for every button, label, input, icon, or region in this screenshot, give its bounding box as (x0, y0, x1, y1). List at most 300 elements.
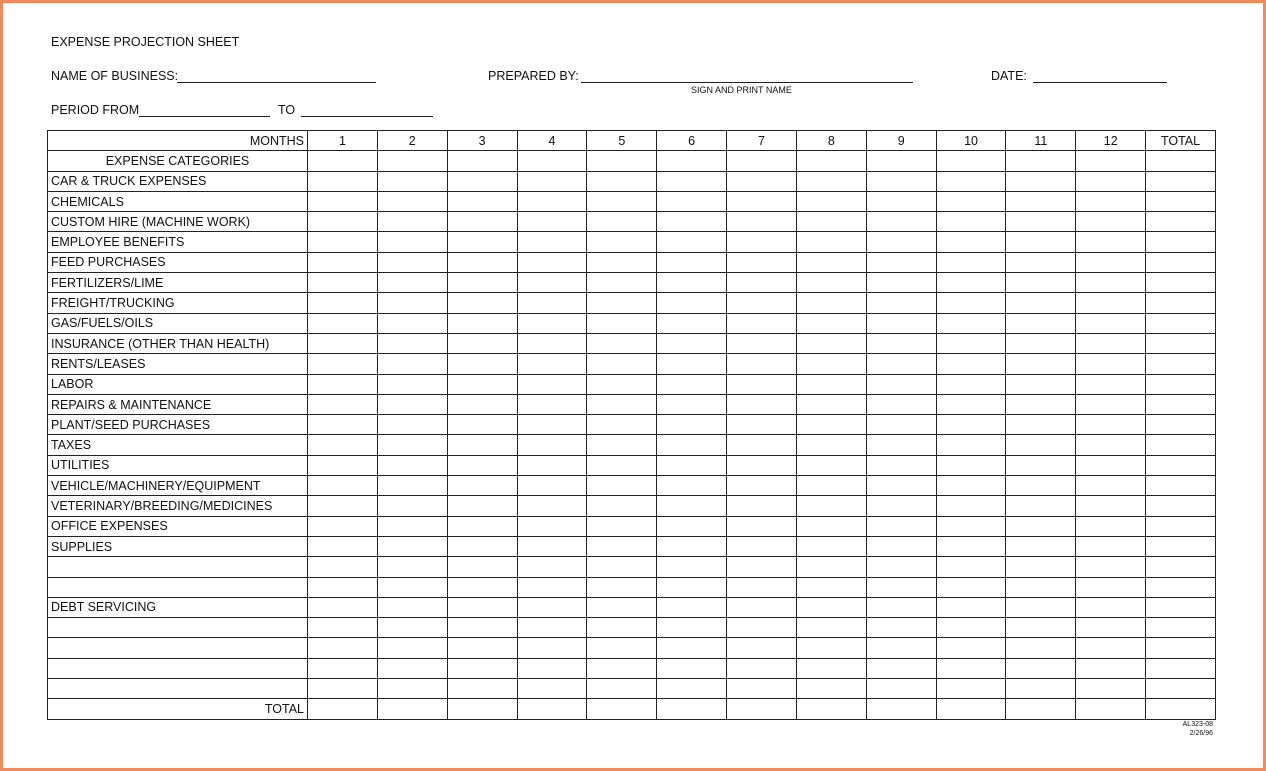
value-cell[interactable] (447, 496, 517, 516)
value-cell[interactable] (447, 333, 517, 353)
value-cell[interactable] (1076, 232, 1146, 252)
value-cell[interactable] (936, 679, 1006, 699)
value-cell[interactable] (657, 232, 727, 252)
value-cell[interactable] (1076, 516, 1146, 536)
value-cell[interactable] (308, 577, 378, 597)
value-cell[interactable] (447, 597, 517, 617)
value-cell[interactable] (727, 618, 797, 638)
value-cell[interactable] (1146, 476, 1216, 496)
value-cell[interactable] (1146, 618, 1216, 638)
value-cell[interactable] (866, 618, 936, 638)
value-cell[interactable] (447, 273, 517, 293)
value-cell[interactable] (1006, 496, 1076, 516)
value-cell[interactable] (727, 232, 797, 252)
value-cell[interactable] (866, 273, 936, 293)
value-cell[interactable] (587, 354, 657, 374)
value-cell[interactable] (1076, 557, 1146, 577)
value-cell[interactable] (447, 415, 517, 435)
category-label[interactable] (48, 638, 308, 658)
value-cell[interactable] (447, 252, 517, 272)
value-cell[interactable] (447, 313, 517, 333)
value-cell[interactable] (866, 252, 936, 272)
value-cell[interactable] (1006, 638, 1076, 658)
value-cell[interactable] (308, 658, 378, 678)
value-cell[interactable] (377, 273, 447, 293)
value-cell[interactable] (308, 151, 378, 171)
category-label[interactable] (48, 618, 308, 638)
value-cell[interactable] (866, 597, 936, 617)
value-cell[interactable] (866, 191, 936, 211)
value-cell[interactable] (377, 151, 447, 171)
value-cell[interactable] (796, 293, 866, 313)
value-cell[interactable] (1146, 658, 1216, 678)
value-cell[interactable] (447, 374, 517, 394)
category-label[interactable] (48, 577, 308, 597)
value-cell[interactable] (1076, 496, 1146, 516)
total-cell[interactable] (447, 699, 517, 719)
value-cell[interactable] (1146, 536, 1216, 556)
total-cell[interactable] (796, 699, 866, 719)
value-cell[interactable] (377, 557, 447, 577)
value-cell[interactable] (727, 476, 797, 496)
value-cell[interactable] (1146, 333, 1216, 353)
value-cell[interactable] (657, 679, 727, 699)
value-cell[interactable] (866, 354, 936, 374)
value-cell[interactable] (1076, 618, 1146, 638)
value-cell[interactable] (866, 151, 936, 171)
value-cell[interactable] (1006, 191, 1076, 211)
value-cell[interactable] (587, 536, 657, 556)
value-cell[interactable] (308, 476, 378, 496)
value-cell[interactable] (1006, 374, 1076, 394)
value-cell[interactable] (796, 394, 866, 414)
value-cell[interactable] (657, 293, 727, 313)
value-cell[interactable] (308, 679, 378, 699)
value-cell[interactable] (447, 516, 517, 536)
value-cell[interactable] (308, 313, 378, 333)
value-cell[interactable] (308, 435, 378, 455)
value-cell[interactable] (936, 435, 1006, 455)
value-cell[interactable] (1146, 151, 1216, 171)
value-cell[interactable] (1076, 374, 1146, 394)
value-cell[interactable] (936, 354, 1006, 374)
value-cell[interactable] (587, 151, 657, 171)
value-cell[interactable] (657, 557, 727, 577)
value-cell[interactable] (866, 557, 936, 577)
value-cell[interactable] (587, 516, 657, 536)
value-cell[interactable] (1006, 415, 1076, 435)
value-cell[interactable] (657, 577, 727, 597)
total-cell[interactable] (1076, 699, 1146, 719)
value-cell[interactable] (727, 333, 797, 353)
value-cell[interactable] (657, 273, 727, 293)
value-cell[interactable] (936, 374, 1006, 394)
total-cell[interactable] (377, 699, 447, 719)
value-cell[interactable] (517, 273, 587, 293)
value-cell[interactable] (936, 293, 1006, 313)
value-cell[interactable] (727, 273, 797, 293)
value-cell[interactable] (447, 536, 517, 556)
value-cell[interactable] (657, 476, 727, 496)
value-cell[interactable] (1006, 658, 1076, 678)
value-cell[interactable] (866, 313, 936, 333)
value-cell[interactable] (796, 333, 866, 353)
value-cell[interactable] (308, 374, 378, 394)
value-cell[interactable] (727, 313, 797, 333)
value-cell[interactable] (447, 557, 517, 577)
value-cell[interactable] (587, 476, 657, 496)
value-cell[interactable] (866, 679, 936, 699)
value-cell[interactable] (308, 455, 378, 475)
value-cell[interactable] (517, 536, 587, 556)
value-cell[interactable] (796, 597, 866, 617)
value-cell[interactable] (727, 293, 797, 313)
value-cell[interactable] (587, 435, 657, 455)
value-cell[interactable] (1006, 171, 1076, 191)
value-cell[interactable] (447, 232, 517, 252)
value-cell[interactable] (657, 496, 727, 516)
value-cell[interactable] (727, 455, 797, 475)
value-cell[interactable] (1076, 536, 1146, 556)
value-cell[interactable] (1006, 597, 1076, 617)
value-cell[interactable] (727, 577, 797, 597)
value-cell[interactable] (587, 658, 657, 678)
value-cell[interactable] (1146, 232, 1216, 252)
value-cell[interactable] (1006, 435, 1076, 455)
value-cell[interactable] (657, 658, 727, 678)
value-cell[interactable] (587, 333, 657, 353)
value-cell[interactable] (866, 415, 936, 435)
value-cell[interactable] (308, 496, 378, 516)
value-cell[interactable] (377, 658, 447, 678)
value-cell[interactable] (727, 191, 797, 211)
value-cell[interactable] (587, 252, 657, 272)
value-cell[interactable] (727, 516, 797, 536)
value-cell[interactable] (936, 171, 1006, 191)
value-cell[interactable] (796, 374, 866, 394)
value-cell[interactable] (517, 496, 587, 516)
value-cell[interactable] (517, 191, 587, 211)
period-to-field[interactable] (301, 116, 433, 117)
value-cell[interactable] (1146, 354, 1216, 374)
value-cell[interactable] (587, 577, 657, 597)
value-cell[interactable] (1006, 618, 1076, 638)
value-cell[interactable] (517, 333, 587, 353)
value-cell[interactable] (377, 536, 447, 556)
value-cell[interactable] (866, 658, 936, 678)
value-cell[interactable] (796, 557, 866, 577)
value-cell[interactable] (1076, 273, 1146, 293)
value-cell[interactable] (936, 191, 1006, 211)
total-cell[interactable] (308, 699, 378, 719)
value-cell[interactable] (517, 455, 587, 475)
value-cell[interactable] (377, 435, 447, 455)
value-cell[interactable] (866, 435, 936, 455)
value-cell[interactable] (796, 618, 866, 638)
value-cell[interactable] (866, 638, 936, 658)
value-cell[interactable] (1146, 638, 1216, 658)
value-cell[interactable] (1076, 638, 1146, 658)
value-cell[interactable] (377, 171, 447, 191)
value-cell[interactable] (796, 658, 866, 678)
value-cell[interactable] (517, 638, 587, 658)
value-cell[interactable] (587, 171, 657, 191)
value-cell[interactable] (1076, 333, 1146, 353)
value-cell[interactable] (377, 394, 447, 414)
value-cell[interactable] (517, 171, 587, 191)
value-cell[interactable] (377, 516, 447, 536)
value-cell[interactable] (796, 415, 866, 435)
value-cell[interactable] (447, 455, 517, 475)
value-cell[interactable] (587, 638, 657, 658)
value-cell[interactable] (657, 212, 727, 232)
value-cell[interactable] (936, 577, 1006, 597)
value-cell[interactable] (587, 191, 657, 211)
value-cell[interactable] (866, 293, 936, 313)
value-cell[interactable] (1146, 374, 1216, 394)
value-cell[interactable] (657, 191, 727, 211)
value-cell[interactable] (1146, 212, 1216, 232)
value-cell[interactable] (308, 212, 378, 232)
value-cell[interactable] (657, 516, 727, 536)
value-cell[interactable] (517, 394, 587, 414)
value-cell[interactable] (1006, 476, 1076, 496)
value-cell[interactable] (517, 232, 587, 252)
value-cell[interactable] (936, 516, 1006, 536)
value-cell[interactable] (308, 536, 378, 556)
value-cell[interactable] (936, 618, 1006, 638)
value-cell[interactable] (1146, 577, 1216, 597)
value-cell[interactable] (657, 374, 727, 394)
total-cell[interactable] (587, 699, 657, 719)
value-cell[interactable] (587, 293, 657, 313)
value-cell[interactable] (517, 597, 587, 617)
value-cell[interactable] (308, 252, 378, 272)
value-cell[interactable] (727, 536, 797, 556)
value-cell[interactable] (657, 394, 727, 414)
value-cell[interactable] (1076, 313, 1146, 333)
value-cell[interactable] (1146, 557, 1216, 577)
value-cell[interactable] (727, 151, 797, 171)
value-cell[interactable] (587, 618, 657, 638)
value-cell[interactable] (308, 273, 378, 293)
value-cell[interactable] (796, 212, 866, 232)
value-cell[interactable] (587, 394, 657, 414)
value-cell[interactable] (308, 415, 378, 435)
value-cell[interactable] (308, 557, 378, 577)
value-cell[interactable] (727, 658, 797, 678)
value-cell[interactable] (727, 435, 797, 455)
value-cell[interactable] (447, 151, 517, 171)
value-cell[interactable] (1006, 212, 1076, 232)
value-cell[interactable] (377, 252, 447, 272)
value-cell[interactable] (1006, 394, 1076, 414)
value-cell[interactable] (936, 496, 1006, 516)
value-cell[interactable] (1076, 679, 1146, 699)
value-cell[interactable] (377, 476, 447, 496)
value-cell[interactable] (517, 618, 587, 638)
value-cell[interactable] (657, 415, 727, 435)
value-cell[interactable] (727, 679, 797, 699)
value-cell[interactable] (377, 415, 447, 435)
value-cell[interactable] (377, 354, 447, 374)
total-cell[interactable] (727, 699, 797, 719)
value-cell[interactable] (377, 313, 447, 333)
value-cell[interactable] (447, 191, 517, 211)
value-cell[interactable] (587, 455, 657, 475)
value-cell[interactable] (447, 394, 517, 414)
value-cell[interactable] (657, 333, 727, 353)
value-cell[interactable] (517, 293, 587, 313)
value-cell[interactable] (866, 374, 936, 394)
value-cell[interactable] (447, 293, 517, 313)
value-cell[interactable] (447, 618, 517, 638)
value-cell[interactable] (517, 415, 587, 435)
value-cell[interactable] (657, 455, 727, 475)
value-cell[interactable] (727, 638, 797, 658)
value-cell[interactable] (1076, 394, 1146, 414)
value-cell[interactable] (936, 232, 1006, 252)
date-field[interactable] (1033, 82, 1167, 83)
value-cell[interactable] (796, 171, 866, 191)
value-cell[interactable] (1006, 293, 1076, 313)
value-cell[interactable] (377, 212, 447, 232)
value-cell[interactable] (1146, 394, 1216, 414)
value-cell[interactable] (866, 496, 936, 516)
value-cell[interactable] (308, 597, 378, 617)
value-cell[interactable] (727, 171, 797, 191)
value-cell[interactable] (587, 557, 657, 577)
value-cell[interactable] (1076, 415, 1146, 435)
value-cell[interactable] (1076, 293, 1146, 313)
total-cell[interactable] (517, 699, 587, 719)
value-cell[interactable] (727, 597, 797, 617)
value-cell[interactable] (936, 313, 1006, 333)
value-cell[interactable] (657, 435, 727, 455)
value-cell[interactable] (517, 658, 587, 678)
value-cell[interactable] (866, 232, 936, 252)
value-cell[interactable] (866, 536, 936, 556)
value-cell[interactable] (657, 536, 727, 556)
value-cell[interactable] (1006, 516, 1076, 536)
value-cell[interactable] (1076, 455, 1146, 475)
value-cell[interactable] (377, 679, 447, 699)
value-cell[interactable] (517, 313, 587, 333)
value-cell[interactable] (796, 151, 866, 171)
value-cell[interactable] (1006, 354, 1076, 374)
value-cell[interactable] (936, 658, 1006, 678)
total-cell[interactable] (866, 699, 936, 719)
value-cell[interactable] (517, 151, 587, 171)
value-cell[interactable] (657, 171, 727, 191)
value-cell[interactable] (866, 455, 936, 475)
value-cell[interactable] (796, 577, 866, 597)
value-cell[interactable] (657, 252, 727, 272)
value-cell[interactable] (1076, 597, 1146, 617)
value-cell[interactable] (796, 638, 866, 658)
value-cell[interactable] (517, 577, 587, 597)
value-cell[interactable] (936, 597, 1006, 617)
value-cell[interactable] (1006, 273, 1076, 293)
value-cell[interactable] (377, 333, 447, 353)
value-cell[interactable] (1006, 333, 1076, 353)
value-cell[interactable] (657, 151, 727, 171)
value-cell[interactable] (657, 638, 727, 658)
value-cell[interactable] (866, 333, 936, 353)
value-cell[interactable] (1076, 476, 1146, 496)
value-cell[interactable] (936, 455, 1006, 475)
value-cell[interactable] (517, 374, 587, 394)
value-cell[interactable] (1146, 191, 1216, 211)
value-cell[interactable] (1076, 435, 1146, 455)
value-cell[interactable] (447, 658, 517, 678)
value-cell[interactable] (377, 191, 447, 211)
value-cell[interactable] (447, 577, 517, 597)
value-cell[interactable] (517, 476, 587, 496)
value-cell[interactable] (1006, 679, 1076, 699)
value-cell[interactable] (447, 435, 517, 455)
value-cell[interactable] (517, 516, 587, 536)
value-cell[interactable] (1076, 354, 1146, 374)
value-cell[interactable] (1006, 455, 1076, 475)
value-cell[interactable] (796, 354, 866, 374)
value-cell[interactable] (1006, 557, 1076, 577)
value-cell[interactable] (447, 171, 517, 191)
value-cell[interactable] (1146, 273, 1216, 293)
value-cell[interactable] (936, 638, 1006, 658)
value-cell[interactable] (727, 496, 797, 516)
value-cell[interactable] (796, 273, 866, 293)
value-cell[interactable] (587, 679, 657, 699)
value-cell[interactable] (447, 679, 517, 699)
value-cell[interactable] (308, 354, 378, 374)
value-cell[interactable] (377, 293, 447, 313)
value-cell[interactable] (1076, 658, 1146, 678)
value-cell[interactable] (517, 435, 587, 455)
value-cell[interactable] (308, 191, 378, 211)
value-cell[interactable] (1146, 516, 1216, 536)
value-cell[interactable] (727, 374, 797, 394)
value-cell[interactable] (1146, 171, 1216, 191)
value-cell[interactable] (796, 252, 866, 272)
value-cell[interactable] (308, 516, 378, 536)
value-cell[interactable] (866, 212, 936, 232)
value-cell[interactable] (657, 313, 727, 333)
value-cell[interactable] (936, 394, 1006, 414)
value-cell[interactable] (1006, 252, 1076, 272)
value-cell[interactable] (1146, 679, 1216, 699)
value-cell[interactable] (517, 252, 587, 272)
value-cell[interactable] (517, 557, 587, 577)
value-cell[interactable] (936, 415, 1006, 435)
prepared-by-field[interactable] (581, 82, 913, 83)
value-cell[interactable] (657, 354, 727, 374)
value-cell[interactable] (1076, 212, 1146, 232)
value-cell[interactable] (517, 354, 587, 374)
total-cell[interactable] (936, 699, 1006, 719)
value-cell[interactable] (796, 313, 866, 333)
value-cell[interactable] (308, 232, 378, 252)
value-cell[interactable] (377, 496, 447, 516)
value-cell[interactable] (447, 638, 517, 658)
value-cell[interactable] (587, 232, 657, 252)
value-cell[interactable] (308, 333, 378, 353)
value-cell[interactable] (727, 212, 797, 232)
value-cell[interactable] (1076, 171, 1146, 191)
value-cell[interactable] (1146, 252, 1216, 272)
value-cell[interactable] (1146, 415, 1216, 435)
value-cell[interactable] (587, 374, 657, 394)
